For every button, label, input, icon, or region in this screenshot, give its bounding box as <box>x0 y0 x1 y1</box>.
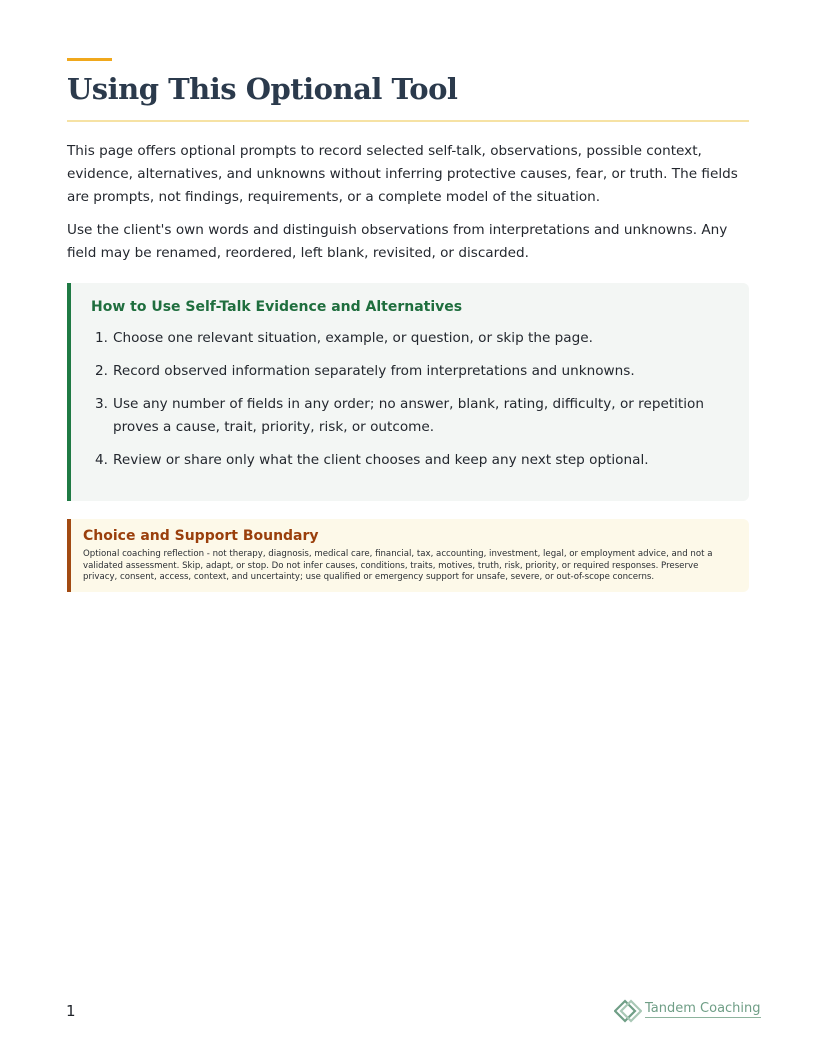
step-text: Record observed information separately from interpretations and unknowns. <box>113 363 635 379</box>
step-number: 1. <box>95 330 108 346</box>
how-to-use-panel <box>67 283 749 501</box>
how-to-step <box>95 360 735 383</box>
how-to-step <box>95 327 735 350</box>
interlocked-diamonds-icon <box>614 999 642 1023</box>
step-text: Use any number of fields in any order; no answer, blank, rating, difficulty, or repetition proves a cause, trait, priority, risk, or outcome. <box>113 396 704 435</box>
brand-logo <box>614 998 761 1024</box>
support-boundary-text: Optional coaching reflection - not therapy, diagnosis, medical care, financial, tax, accounting, investment, legal, or employment advice, and not a validated assessment. Skip, adapt, or stop. Do not infer causes, conditions, traits, motives, truth, risk, priority, or required responses. Preserve privacy, consent, access, context, and uncertainty; use qualified or emergency support for unsafe, severe, or out-of-scope concerns. <box>83 549 713 582</box>
how-to-use-title: How to Use Self-Talk Evidence and Alternatives <box>91 299 463 315</box>
title-divider <box>67 120 749 122</box>
page-number: 1 <box>66 1002 76 1020</box>
brand-name: Tandem Coaching <box>645 1001 761 1016</box>
support-boundary-panel <box>67 519 749 592</box>
how-to-steps-list <box>95 327 735 482</box>
page-title: Using This Optional Tool <box>67 72 458 106</box>
step-text: Review or share only what the client chooses and keep any next step optional. <box>113 452 649 468</box>
step-number: 3. <box>95 396 108 412</box>
how-to-step <box>95 449 735 472</box>
support-boundary-title: Choice and Support Boundary <box>83 528 319 544</box>
intro-paragraph-2: Use the client's own words and distinguish observations from interpretations and unknowns. Any field may be renamed, reordered, left blank, revisited, or discarded. <box>67 222 728 261</box>
step-number: 4. <box>95 452 108 468</box>
step-number: 2. <box>95 363 108 379</box>
step-text: Choose one relevant situation, example, or question, or skip the page. <box>113 330 593 346</box>
title-accent-bar <box>67 58 112 61</box>
how-to-step <box>95 393 735 439</box>
intro-paragraph-1: This page offers optional prompts to record selected self-talk, observations, possible context, evidence, alternatives, and unknowns without inferring protective causes, fear, or truth. The fields are prompts, not findings, requirements, or a complete model of the situation. <box>67 143 738 205</box>
